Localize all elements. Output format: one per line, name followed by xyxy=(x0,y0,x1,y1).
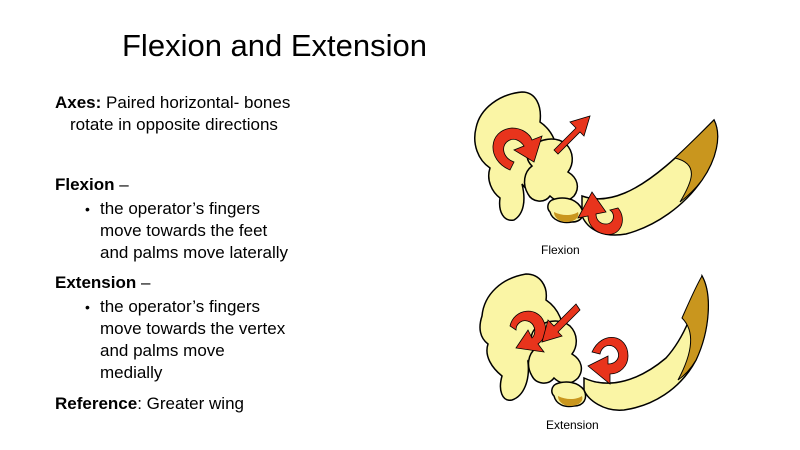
axes-label: Axes: xyxy=(55,93,102,112)
flexion-line-2: move towards the feet xyxy=(100,221,268,240)
flexion-line-3: and palms move laterally xyxy=(100,243,289,262)
flexion-label: Flexion xyxy=(55,175,115,194)
axes-line-1 xyxy=(55,92,290,114)
extension-bone-figure xyxy=(476,268,726,416)
reference-label: Reference xyxy=(55,394,138,413)
bullet-icon: • xyxy=(85,299,90,315)
rotation-arrow-icon xyxy=(588,337,628,384)
reference-line xyxy=(55,393,244,415)
flexion-line-1: the operator’s fingers xyxy=(100,199,261,218)
extension-caption: Extension xyxy=(546,418,599,432)
flexion-caption: Flexion xyxy=(541,243,580,257)
extension-label: Extension xyxy=(55,273,137,292)
extension-line-3: and palms move xyxy=(100,341,225,360)
extension-line-4: medially xyxy=(100,363,163,382)
bullet-icon: • xyxy=(85,201,90,217)
extension-heading xyxy=(55,272,150,294)
extension-dash: – xyxy=(136,273,151,292)
axes-text-1: Paired horizontal- bones xyxy=(101,93,291,112)
axes-text-2: rotate in opposite directions xyxy=(70,115,278,134)
direction-arrow-icon xyxy=(554,116,590,154)
extension-line-1: the operator’s fingers xyxy=(100,297,261,316)
flexion-dash: – xyxy=(114,175,129,194)
slide-title: Flexion and Extension xyxy=(122,28,428,63)
flexion-heading xyxy=(55,174,129,196)
flexion-bone-figure xyxy=(470,88,730,240)
extension-line-2: move towards the vertex xyxy=(100,319,286,338)
reference-value: : Greater wing xyxy=(137,394,244,413)
